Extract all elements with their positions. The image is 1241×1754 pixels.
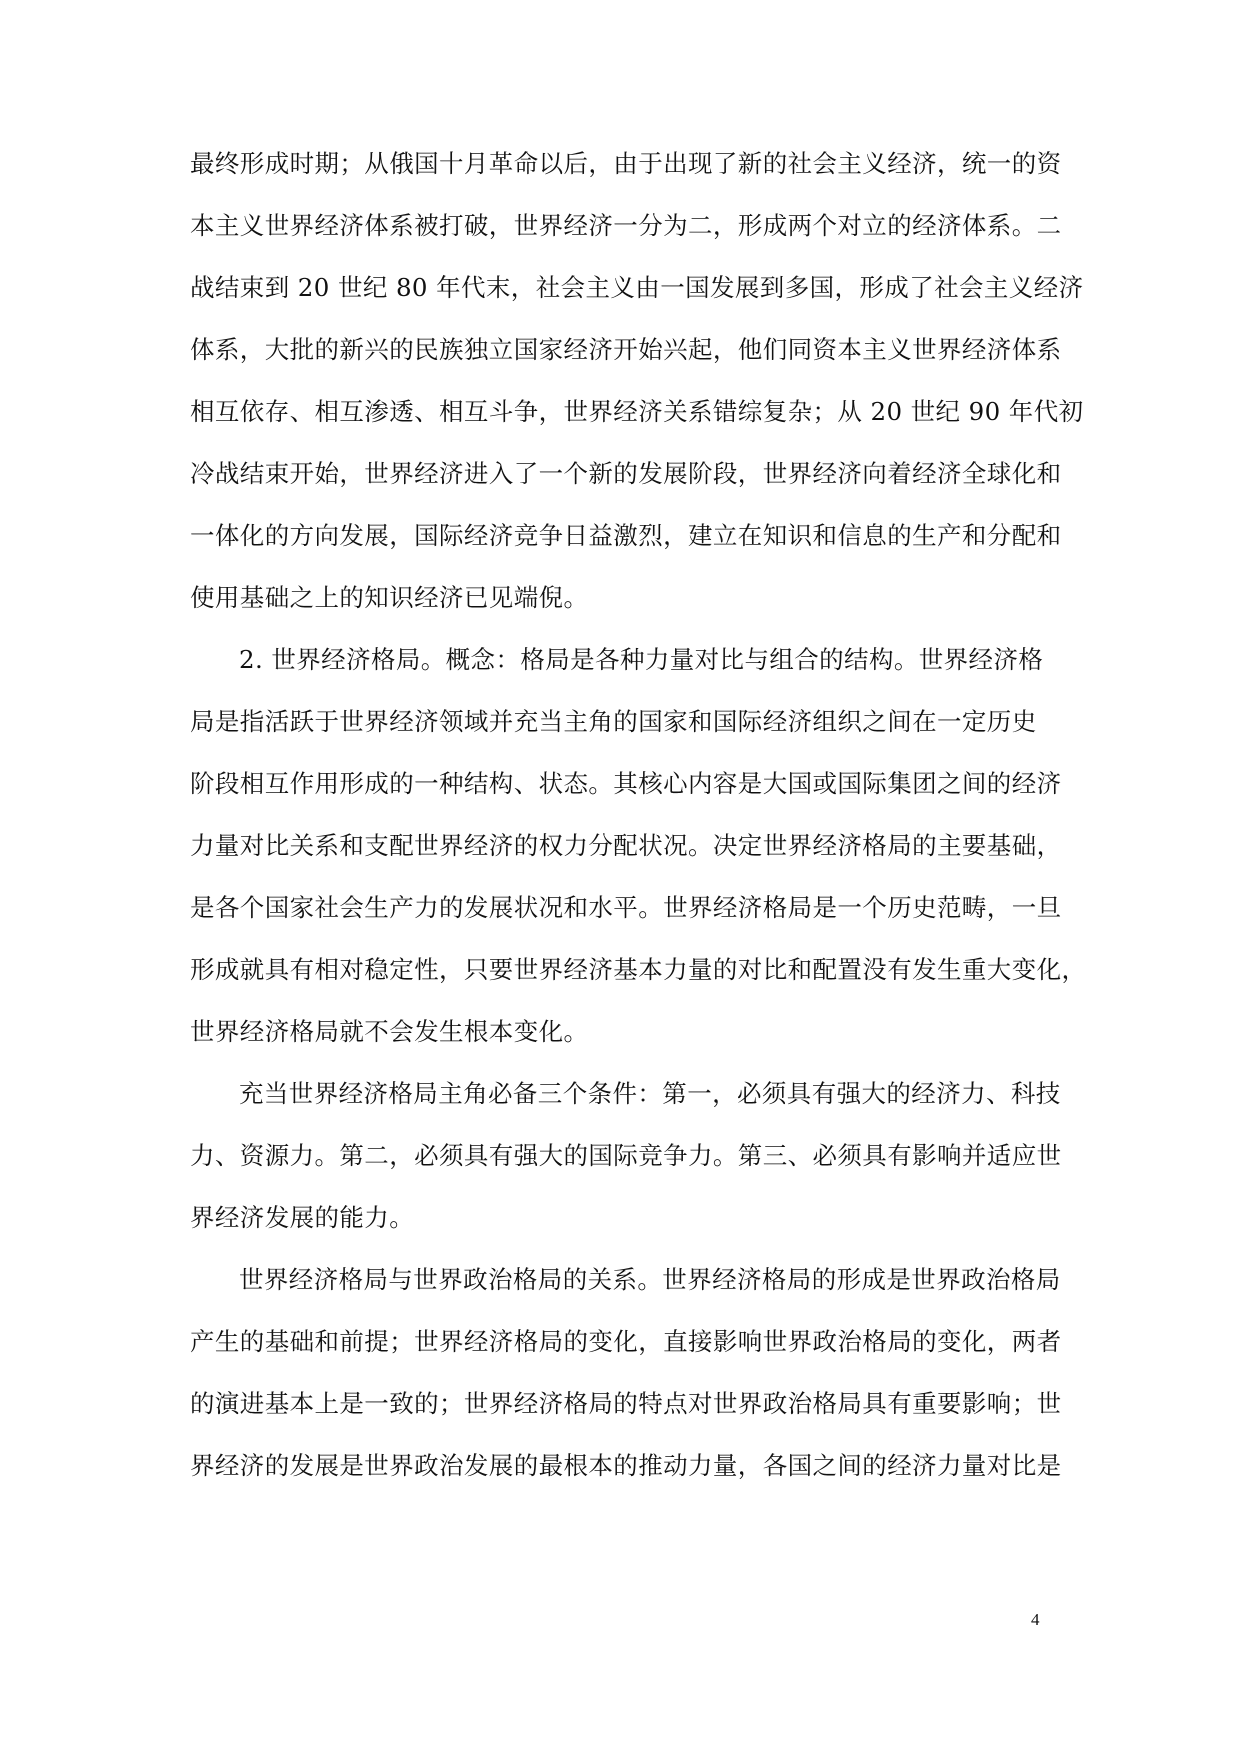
paragraph-1-line-6: 冷战结束开始，世界经济进入了一个新的发展阶段，世界经济向着经济全球化和 — [190, 459, 1062, 488]
paragraph-2-line-1: 2. 世界经济格局。概念：格局是各种力量对比与组合的结构。世界经济格 — [239, 645, 1044, 674]
paragraph-2-line-3: 阶段相互作用形成的一种结构、状态。其核心内容是大国或国际集团之间的经济 — [190, 769, 1062, 798]
paragraph-1-line-4: 体系，大批的新兴的民族独立国家经济开始兴起，他们同资本主义世界经济体系 — [190, 335, 1062, 364]
paragraph-2-line-4: 力量对比关系和支配世界经济的权力分配状况。决定世界经济格局的主要基础， — [190, 831, 1062, 860]
paragraph-1-line-8: 使用基础之上的知识经济已见端倪。 — [190, 583, 589, 612]
paragraph-1-line-5: 相互依存、相互渗透、相互斗争，世界经济关系错综复杂；从 20 世纪 90 年代初 — [190, 397, 1084, 426]
paragraph-4-line-3: 的演进基本上是一致的；世界经济格局的特点对世界政治格局具有重要影响；世 — [190, 1389, 1062, 1418]
paragraph-3-line-1: 充当世界经济格局主角必备三个条件：第一，必须具有强大的经济力、科技 — [239, 1079, 1061, 1108]
paragraph-4-line-2: 产生的基础和前提；世界经济格局的变化，直接影响世界政治格局的变化，两者 — [190, 1327, 1062, 1356]
paragraph-1-line-1: 最终形成时期；从俄国十月革命以后，由于出现了新的社会主义经济，统一的资 — [190, 149, 1062, 178]
paragraph-2-line-5: 是各个国家社会生产力的发展状况和水平。世界经济格局是一个历史范畴，一旦 — [190, 893, 1062, 922]
page-number: 4 — [1031, 1610, 1040, 1629]
paragraph-3-line-3: 界经济发展的能力。 — [190, 1203, 415, 1232]
paragraph-2-line-7: 世界经济格局就不会发生根本变化。 — [190, 1017, 589, 1046]
paragraph-1-line-2: 本主义世界经济体系被打破，世界经济一分为二，形成两个对立的经济体系。二 — [190, 211, 1062, 240]
paragraph-1-line-7: 一体化的方向发展，国际经济竞争日益激烈，建立在知识和信息的生产和分配和 — [190, 521, 1062, 550]
paragraph-3-line-2: 力、资源力。第二，必须具有强大的国际竞争力。第三、必须具有影响并适应世 — [190, 1141, 1062, 1170]
paragraph-2-line-6: 形成就具有相对稳定性，只要世界经济基本力量的对比和配置没有发生重大变化， — [190, 955, 1087, 984]
paragraph-4-line-1: 世界经济格局与世界政治格局的关系。世界经济格局的形成是世界政治格局 — [239, 1265, 1061, 1294]
paragraph-2-line-2: 局是指活跃于世界经济领域并充当主角的国家和国际经济组织之间在一定历史 — [190, 707, 1037, 736]
paragraph-1-line-3: 战结束到 20 世纪 80 年代末，社会主义由一国发展到多国，形成了社会主义经济 — [190, 273, 1084, 302]
paragraph-4-line-4: 界经济的发展是世界政治发展的最根本的推动力量，各国之间的经济力量对比是 — [190, 1451, 1062, 1480]
